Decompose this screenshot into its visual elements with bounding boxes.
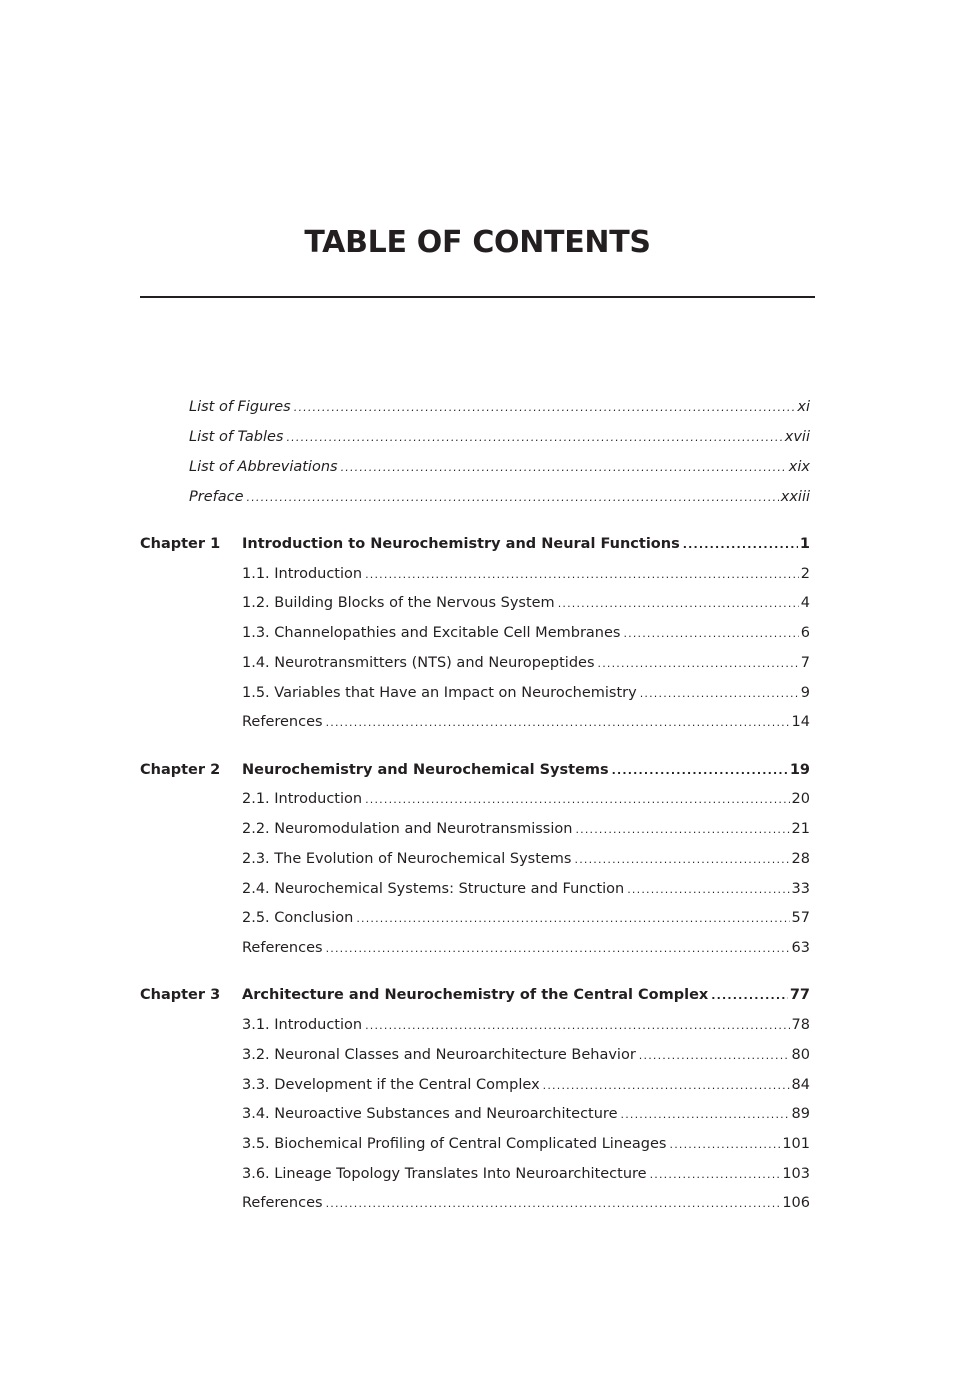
leader-dots [575,819,789,840]
section-title: References [242,714,323,730]
section-page: 63 [791,940,810,956]
toc-section[interactable] [242,937,810,959]
chapter-1-number: Chapter 1 [140,536,221,552]
toc-entry-page: xvii [784,429,810,445]
toc-section[interactable] [242,622,810,644]
leader-dots [247,487,779,508]
section-title: 1.5. Variables that Have an Impact on Neurochemistry [242,685,637,701]
toc-section[interactable] [242,1163,810,1185]
toc-entry-label: List of Figures [189,399,291,415]
section-title: 3.5. Biochemical Profiling of Central Complicated Lineages [242,1136,667,1152]
section-page: 106 [782,1195,810,1211]
section-page: 7 [800,655,810,671]
chapter-title: Introduction to Neurochemistry and Neural Functions [242,536,680,552]
leader-dots [558,593,799,614]
section-page: 14 [791,714,810,730]
chapter-2-number: Chapter 2 [140,762,221,778]
section-page: 6 [800,625,810,641]
chapter-title: Neurochemistry and Neurochemical Systems [242,762,609,778]
section-title: 1.4. Neurotransmitters (NTS) and Neuropeptides [242,655,595,671]
toc-section[interactable] [242,592,810,614]
leader-dots [294,397,796,418]
leader-dots [711,985,788,1006]
toc-section[interactable] [242,907,810,929]
section-page: 84 [791,1077,810,1093]
toc-section[interactable] [242,563,810,585]
leader-dots [286,427,782,448]
section-title: 3.1. Introduction [242,1017,363,1033]
chapter-3-number: Chapter 3 [140,987,221,1003]
section-title: 2.5. Conclusion [242,910,354,926]
section-page: 21 [791,821,810,837]
toc-section[interactable] [242,1103,810,1125]
section-title: References [242,1195,323,1211]
toc-entry-label: Preface [189,489,244,505]
section-title: 3.3. Development if the Central Complex [242,1077,540,1093]
leader-dots [341,457,787,478]
leader-dots [612,760,788,781]
leader-dots [670,1134,781,1155]
toc-section[interactable] [242,878,810,900]
leader-dots [356,908,789,929]
leader-dots [640,683,799,704]
section-title: 3.2. Neuronal Classes and Neuroarchitecture Behavior [242,1047,636,1063]
chapter-page: 1 [799,536,810,552]
section-page: 78 [791,1017,810,1033]
toc-entry-label: List of Tables [189,429,284,445]
section-title: 1.1. Introduction [242,566,363,582]
toc-section[interactable] [242,818,810,840]
chapter-page: 19 [789,762,810,778]
section-title: 2.3. The Evolution of Neurochemical Systems [242,851,572,867]
section-page: 80 [791,1047,810,1063]
leader-dots [365,789,789,810]
leader-dots [326,938,790,959]
section-page: 2 [800,566,810,582]
toc-section[interactable] [242,711,810,733]
toc-entry-page: xi [797,399,810,415]
section-title: 1.2. Building Blocks of the Nervous System [242,595,555,611]
section-title: 2.1. Introduction [242,791,363,807]
toc-section[interactable] [242,1133,810,1155]
section-page: 9 [800,685,810,701]
toc-entry-list-of-abbreviations[interactable] [189,456,810,478]
leader-dots [627,879,789,900]
toc-entry-page: xxiii [780,489,810,505]
toc-section[interactable] [242,682,810,704]
chapter-title: Architecture and Neurochemistry of the Central Complex [242,987,709,1003]
toc-section[interactable] [242,848,810,870]
toc-chapter-1[interactable] [242,533,810,555]
section-title: 2.4. Neurochemical Systems: Structure and Function [242,881,625,897]
chapter-page: 77 [789,987,810,1003]
toc-entry-list-of-figures[interactable] [189,396,810,418]
section-page: 89 [791,1106,810,1122]
section-page: 4 [800,595,810,611]
toc-chapter-2[interactable] [242,759,810,781]
section-title: 3.4. Neuroactive Substances and Neuroarchitecture [242,1106,618,1122]
section-title: 3.6. Lineage Topology Translates Into Neuroarchitecture [242,1166,647,1182]
section-page: 28 [791,851,810,867]
leader-dots [639,1045,790,1066]
toc-chapter-3[interactable] [242,984,810,1006]
leader-dots [598,653,799,674]
toc-section[interactable] [242,652,810,674]
toc-section[interactable] [242,1192,810,1214]
toc-entry-label: List of Abbreviations [189,459,338,475]
section-page: 20 [791,791,810,807]
leader-dots [326,1193,781,1214]
section-page: 57 [791,910,810,926]
toc-entry-preface[interactable] [189,486,810,508]
section-title: 2.2. Neuromodulation and Neurotransmission [242,821,573,837]
leader-dots [365,564,799,585]
leader-dots [326,712,790,733]
leader-dots [621,1104,790,1125]
page-title: TABLE OF CONTENTS [304,225,651,260]
leader-dots [575,849,790,870]
toc-section[interactable] [242,1044,810,1066]
toc-section[interactable] [242,788,810,810]
toc-section[interactable] [242,1074,810,1096]
leader-dots [543,1075,790,1096]
leader-dots [365,1015,789,1036]
leader-dots [650,1164,781,1185]
toc-entry-list-of-tables[interactable] [189,426,810,448]
section-page: 103 [782,1166,810,1182]
leader-dots [623,623,798,644]
section-page: 33 [791,881,810,897]
section-title: References [242,940,323,956]
leader-dots [683,534,798,555]
section-page: 101 [782,1136,810,1152]
toc-entry-page: xix [788,459,810,475]
toc-section[interactable] [242,1014,810,1036]
section-title: 1.3. Channelopathies and Excitable Cell Membranes [242,625,621,641]
